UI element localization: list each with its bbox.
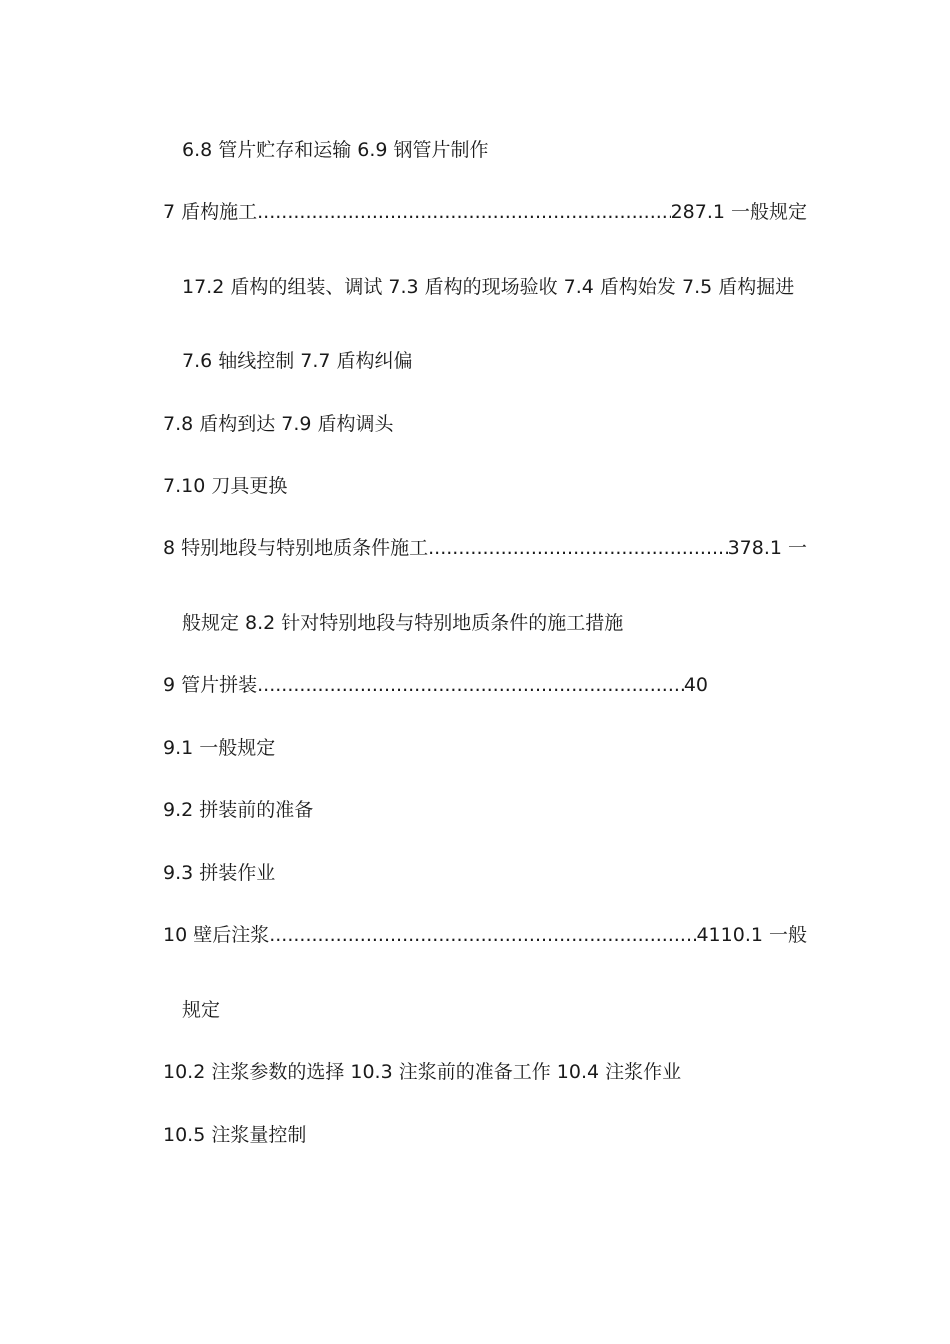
toc-entry-8-1-8-2: 般规定 8.2 针对特别地段与特别地质条件的施工措施 xyxy=(182,612,624,634)
toc-leader-dots xyxy=(257,673,684,697)
toc-entry-7-6-7-7: 7.6 轴线控制 7.7 盾构纠偏 xyxy=(182,350,413,372)
toc-entry-10-page: 4110.1 一般 xyxy=(696,924,807,946)
toc-entry-10-title: 10 壁后注浆 xyxy=(163,924,270,946)
toc-entry-7-8-7-9: 7.8 盾构到达 7.9 盾构调头 xyxy=(163,413,394,435)
toc-entry-9-1: 9.1 一般规定 xyxy=(163,737,276,759)
toc-entry-9-2: 9.2 拼装前的准备 xyxy=(163,799,314,821)
toc-leader-dots xyxy=(428,536,727,560)
toc-entry-7-10: 7.10 刀具更换 xyxy=(163,475,288,497)
toc-entry-9-title: 9 管片拼装 xyxy=(163,674,258,696)
toc-entry-8[interactable] xyxy=(163,536,807,560)
toc-leader-dots xyxy=(269,923,696,947)
toc-entry-10[interactable] xyxy=(163,923,807,947)
toc-entry-10-2-10-4: 10.2 注浆参数的选择 10.3 注浆前的准备工作 10.4 注浆作业 xyxy=(163,1061,682,1083)
toc-entry-6-8-6-9: 6.8 管片贮存和运输 6.9 钢管片制作 xyxy=(182,139,489,161)
toc-entry-10-5: 10.5 注浆量控制 xyxy=(163,1124,307,1146)
toc-entry-7-2-7-5: 17.2 盾构的组装、调试 7.3 盾构的现场验收 7.4 盾构始发 7.5 盾构掘进 xyxy=(182,276,795,298)
toc-entry-8-page: 378.1 一 xyxy=(727,537,807,559)
toc-entry-7-page: 287.1 一般规定 xyxy=(670,201,807,223)
toc-entry-7-title: 7 盾构施工 xyxy=(163,201,258,223)
toc-entry-8-title: 8 特别地段与特别地质条件施工 xyxy=(163,537,429,559)
toc-entry-9-3: 9.3 拼装作业 xyxy=(163,862,276,884)
toc-entry-9[interactable] xyxy=(163,673,708,697)
toc-leader-dots xyxy=(257,200,670,224)
toc-entry-7[interactable] xyxy=(163,200,807,224)
toc-entry-9-page: 40 xyxy=(683,674,708,696)
toc-entry-10-1-cont: 规定 xyxy=(182,999,221,1021)
